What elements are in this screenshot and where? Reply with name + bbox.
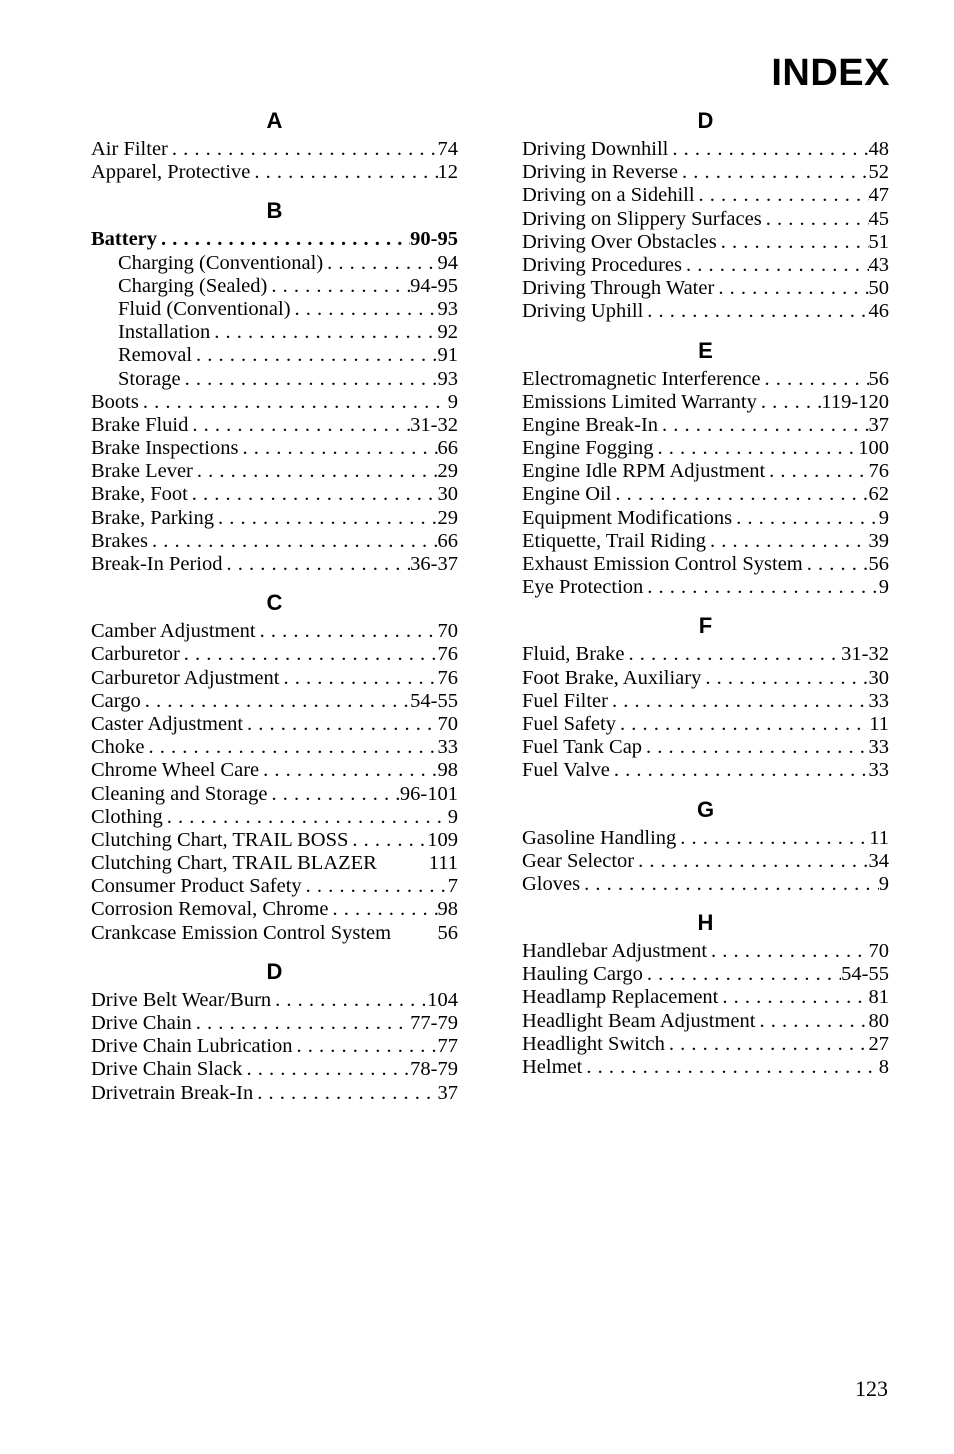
section-letter: H [697,910,714,936]
entry-name: Drive Chain [91,1012,192,1034]
index-entry [522,1033,889,1056]
entry-name: Drive Belt Wear/Burn [91,988,272,1011]
dot-leader [328,898,437,921]
entry-name: Driving in Reverse [522,161,678,184]
dot-leader [757,391,822,414]
entry-name: Emissions Limited Warranty [522,390,757,413]
index-entry [522,161,889,184]
entry-name: Gear Selector [522,849,635,872]
dot-leader [192,1012,410,1035]
dot-leader [293,1035,438,1058]
index-entry [91,829,458,852]
entry-page: 76 [437,666,458,689]
index-subentry [91,344,458,367]
dot-leader [188,414,410,437]
entry-name: Caster Adjustment [91,712,244,735]
dot-leader [668,138,868,161]
index-entry [91,391,458,414]
entry-page: 66 [437,529,458,552]
index-entry [522,736,889,759]
entry-page: 46 [868,300,889,323]
index-entry [522,553,889,576]
section-letter: F [698,613,713,639]
dot-leader [181,368,438,391]
entry-name: Headlight Switch [522,1032,665,1055]
entry-name: Exhaust Emission Control System [522,553,803,575]
index-entry [522,873,889,896]
dot-leader [611,483,868,506]
dot-leader [643,963,841,986]
entry-name: Electromagnetic Interference [522,367,761,390]
entry-page: 93 [437,297,458,320]
entry-page: 70 [868,940,889,963]
entry-page: 31-32 [841,643,889,666]
dot-leader [717,231,869,254]
dot-leader [654,437,859,460]
entry-name: Etiquette, Trail Riding [522,529,706,552]
entry-name: Engine Idle RPM Adjustment [522,460,766,483]
index-entry [522,138,889,161]
index-entry [522,300,889,323]
index-entry [91,690,458,713]
index-entry [522,1056,889,1079]
entry-name: Boots [91,390,139,413]
dot-leader [608,690,869,713]
dot-leader [256,620,438,643]
dot-leader [168,138,438,161]
index-column-right [522,104,889,1089]
entry-name: Driving Through Water [522,277,715,300]
index-entry [522,414,889,437]
dot-leader [760,368,868,391]
index-entry [91,898,458,921]
index-entry [522,391,889,414]
index-entry [522,643,889,666]
entry-page: 77 [437,1035,458,1058]
section-letter: B [266,198,283,224]
entry-name: Driving Downhill [522,138,669,160]
index-entry [91,483,458,506]
index-entry [522,576,889,599]
entry-page: 92 [437,321,458,344]
dot-leader [682,254,869,277]
dot-leader [223,553,411,576]
entry-name: Drive Chain Lubrication [91,1035,293,1058]
dot-leader [250,161,437,184]
dot-leader [755,1010,868,1033]
index-entry [91,852,458,875]
entry-page: 96-101 [399,782,458,805]
entry-page: 70 [437,712,458,735]
entry-name: Clutching Chart, TRAIL BLAZER [91,852,377,875]
index-section [522,609,889,782]
index-subentry [91,321,458,344]
dot-leader [582,1056,878,1079]
dot-leader [625,643,842,666]
index-entry [91,989,458,1012]
index-entry [91,713,458,736]
entry-page: 50 [868,277,889,300]
entry-name: Air Filter [91,138,168,160]
entry-page: 11 [869,826,889,849]
dot-leader [580,873,879,896]
dot-leader [267,275,410,298]
index-entry [522,231,889,254]
index-entry [522,940,889,963]
entry-name: Fuel Valve [522,759,610,782]
index-entry [91,228,458,251]
index-entry [522,759,889,782]
index-subentry [91,275,458,298]
entry-name: Cargo [91,689,141,712]
entry-page: 90-95 [410,228,458,251]
dot-leader [643,576,878,599]
entry-name: Fuel Safety [522,712,616,735]
entry-page: 62 [868,483,889,506]
entry-page: 33 [868,759,889,782]
dot-leader [163,806,448,829]
dot-leader [141,690,410,713]
index-entry [522,460,889,483]
dot-leader [188,483,438,506]
entry-name: Break-In Period [91,553,223,575]
entry-name: Brake, Foot [91,483,188,506]
entry-name: Fluid, Brake [522,643,625,666]
entry-page: 56 [437,921,458,944]
dot-leader [291,298,438,321]
entry-page: 56 [868,553,889,575]
entry-page: 80 [868,1009,889,1032]
dot-leader [695,184,869,207]
entry-page: 48 [868,138,889,160]
dot-leader [180,643,438,666]
dot-leader [267,783,399,806]
index-section [522,104,889,324]
index-entry [522,437,889,460]
index-entry [91,414,458,437]
index-entry [91,759,458,782]
index-entry [91,437,458,460]
entry-page: 29 [437,506,458,529]
dot-leader [718,986,868,1009]
index-section [91,955,458,1105]
entry-page: 45 [868,207,889,230]
dot-leader [732,507,879,530]
entry-page: 54-55 [410,689,458,712]
entry-page: 9 [878,506,889,529]
entry-name: Helmet [522,1056,583,1078]
dot-leader [210,321,437,344]
entry-page: 51 [868,230,889,253]
index-entry [91,643,458,666]
dot-leader [214,507,438,530]
index-entry [522,1010,889,1033]
entry-name: Driving on a Sidehill [522,184,695,207]
dot-leader [665,1033,869,1056]
entry-name: Handlebar Adjustment [522,940,708,963]
section-letter: A [266,108,283,133]
entry-name: Headlight Beam Adjustment [522,1009,756,1032]
section-letter: G [696,796,715,822]
index-entry [522,667,889,690]
dot-leader [765,460,868,483]
index-section [91,586,458,945]
entry-page: 30 [437,483,458,506]
index-column-left [91,104,458,1115]
dot-leader [762,208,869,231]
dot-leader [253,1082,437,1105]
index-subentry [91,368,458,391]
entry-page: 39 [868,529,889,552]
dot-leader [701,667,868,690]
dot-leader [642,736,868,759]
entry-page: 33 [868,736,889,759]
section-letter: C [266,590,283,616]
entry-page: 70 [437,620,458,643]
index-entry [522,690,889,713]
dot-leader [323,252,437,275]
index-entry [522,530,889,553]
entry-name: Brake, Parking [91,506,214,529]
index-entry [91,460,458,483]
dot-leader [193,460,438,483]
entry-name: Driving Uphill [522,300,644,323]
entry-page: 27 [868,1032,889,1055]
entry-page: 43 [868,253,889,276]
entry-name: Eye Protection [522,576,644,599]
entry-page: 119-120 [821,390,889,413]
index-entry [91,1082,458,1105]
dot-leader [238,437,437,460]
entry-page: 7 [447,875,458,898]
entry-page: 76 [437,643,458,666]
dot-leader [242,1058,410,1081]
entry-page: 12 [437,161,458,184]
dot-leader [157,228,410,251]
index-section [91,104,458,184]
entry-name: Fuel Tank Cap [522,736,643,759]
index-entry [91,620,458,643]
entry-name: Gasoline Handling [522,826,677,849]
index-entry [91,783,458,806]
entry-name: Brakes [91,529,148,552]
entry-page: 81 [868,986,889,1009]
entry-page: 34 [868,849,889,872]
entry-name: Brake Fluid [91,413,189,436]
entry-name: Corrosion Removal, Chrome [91,898,329,921]
dot-leader [714,277,868,300]
index-section [91,194,458,576]
entry-page: 91 [437,344,458,367]
entry-name: Driving Procedures [522,253,682,276]
entry-page: 74 [437,138,458,160]
entry-name: Installation [118,321,211,344]
dot-leader [706,530,869,553]
entry-name: Driving on Slippery Surfaces [522,207,762,230]
entry-page: 52 [868,161,889,184]
dot-leader [678,161,869,184]
dot-leader [348,829,427,852]
page-title: INDEX [771,52,890,94]
entry-name: Driving Over Obstacles [522,230,717,253]
entry-name: Hauling Cargo [522,963,643,986]
entry-name: Clothing [91,805,163,828]
entry-page: 98 [437,898,458,921]
entry-page: 11 [869,712,889,735]
dot-leader [707,940,868,963]
dot-leader [145,736,438,759]
index-entry [91,507,458,530]
entry-page: 94 [437,251,458,274]
entry-page: 8 [878,1056,889,1078]
entry-page: 100 [858,437,889,460]
index-entry [91,922,458,945]
entry-name: Consumer Product Safety [91,875,302,898]
entry-name: Drivetrain Break-In [91,1081,254,1104]
index-subentry [91,252,458,275]
index-entry [91,1058,458,1081]
index-entry [91,1012,458,1035]
index-entry [522,713,889,736]
entry-page: 33 [868,689,889,712]
entry-page: 104 [427,988,458,1011]
section-letter: E [698,337,713,363]
entry-page: 37 [437,1081,458,1104]
index-entry [91,1035,458,1058]
entry-page: 47 [868,184,889,207]
entry-name: Brake Lever [91,460,193,483]
entry-name: Charging (Sealed) [118,274,268,297]
dot-leader [243,713,437,736]
dot-leader [634,850,868,873]
entry-page: 78-79 [410,1058,458,1081]
entry-page: 56 [868,367,889,390]
entry-page: 31-32 [410,413,458,436]
entry-page: 9 [447,805,458,828]
section-letter: D [266,958,283,984]
dot-leader [271,989,427,1012]
entry-page: 36-37 [410,553,458,575]
entry-name: Drive Chain Slack [91,1058,243,1081]
entry-name: Charging (Conventional) [118,251,324,274]
index-entry [522,507,889,530]
dot-leader [616,713,869,736]
entry-name: Storage [118,367,181,390]
index-entry [91,161,458,184]
dot-leader [192,344,437,367]
entry-page: 66 [437,437,458,460]
entry-page: 9 [878,872,889,895]
dot-leader [658,414,868,437]
page-number: 123 [855,1376,888,1401]
entry-page: 37 [868,413,889,436]
entry-name: Engine Break-In [522,413,659,436]
entry-name: Camber Adjustment [91,620,256,643]
dot-leader [803,553,869,576]
index-entry [522,208,889,231]
index-entry [91,138,458,161]
entry-name: Fuel Filter [522,689,608,712]
entry-page: 109 [427,828,458,851]
index-entry [522,850,889,873]
entry-page: 98 [437,759,458,782]
index-entry [91,530,458,553]
index-entry [522,184,889,207]
index-subentry [91,298,458,321]
entry-name: Foot Brake, Auxiliary [522,666,702,689]
entry-name: Equipment Modifications [522,506,733,529]
entry-page: 77-79 [410,1012,458,1034]
entry-page: 33 [437,736,458,759]
dot-leader [279,667,437,690]
entry-name: Gloves [522,872,581,895]
entry-name: Choke [91,736,145,759]
index-entry [91,667,458,690]
entry-name: Brake Inspections [91,437,239,460]
dot-leader [148,530,438,553]
dot-leader [302,875,448,898]
index-section [522,334,889,600]
entry-page: 94-95 [410,274,458,297]
index-entry [91,553,458,576]
entry-name: Carburetor [91,643,180,666]
entry-name: Engine Oil [522,483,612,506]
entry-name: Headlamp Replacement [522,986,719,1009]
index-entry [522,254,889,277]
entry-name: Crankcase Emission Control System [91,921,392,944]
entry-page: 30 [868,666,889,689]
entry-name: Carburetor Adjustment [91,666,280,689]
index-entry [91,806,458,829]
entry-name: Apparel, Protective [91,161,251,184]
index-section [522,906,889,1079]
entry-page: 111 [428,852,458,875]
index-section [522,793,889,897]
dot-leader [259,759,437,782]
entry-page: 9 [878,576,889,599]
entry-name: Cleaning and Storage [91,782,268,805]
index-entry [522,827,889,850]
index-entry [522,368,889,391]
index-entry [91,736,458,759]
section-letter: D [697,108,714,133]
dot-leader [610,759,869,782]
entry-name: Battery [91,228,158,251]
entry-page: 76 [868,460,889,483]
entry-page: 93 [437,367,458,390]
entry-name: Clutching Chart, TRAIL BOSS [91,828,349,851]
index-entry [522,483,889,506]
dot-leader [139,391,448,414]
dot-leader [676,827,869,850]
index-entry [91,875,458,898]
index-entry [522,986,889,1009]
entry-page: 9 [447,390,458,413]
entry-name: Removal [118,344,193,367]
index-entry [522,277,889,300]
entry-name: Chrome Wheel Care [91,759,260,782]
entry-page: 29 [437,460,458,483]
entry-name: Engine Fogging [522,437,654,460]
entry-name: Fluid (Conventional) [118,297,291,320]
index-entry [522,963,889,986]
dot-leader [643,300,868,323]
entry-page: 54-55 [841,963,889,986]
